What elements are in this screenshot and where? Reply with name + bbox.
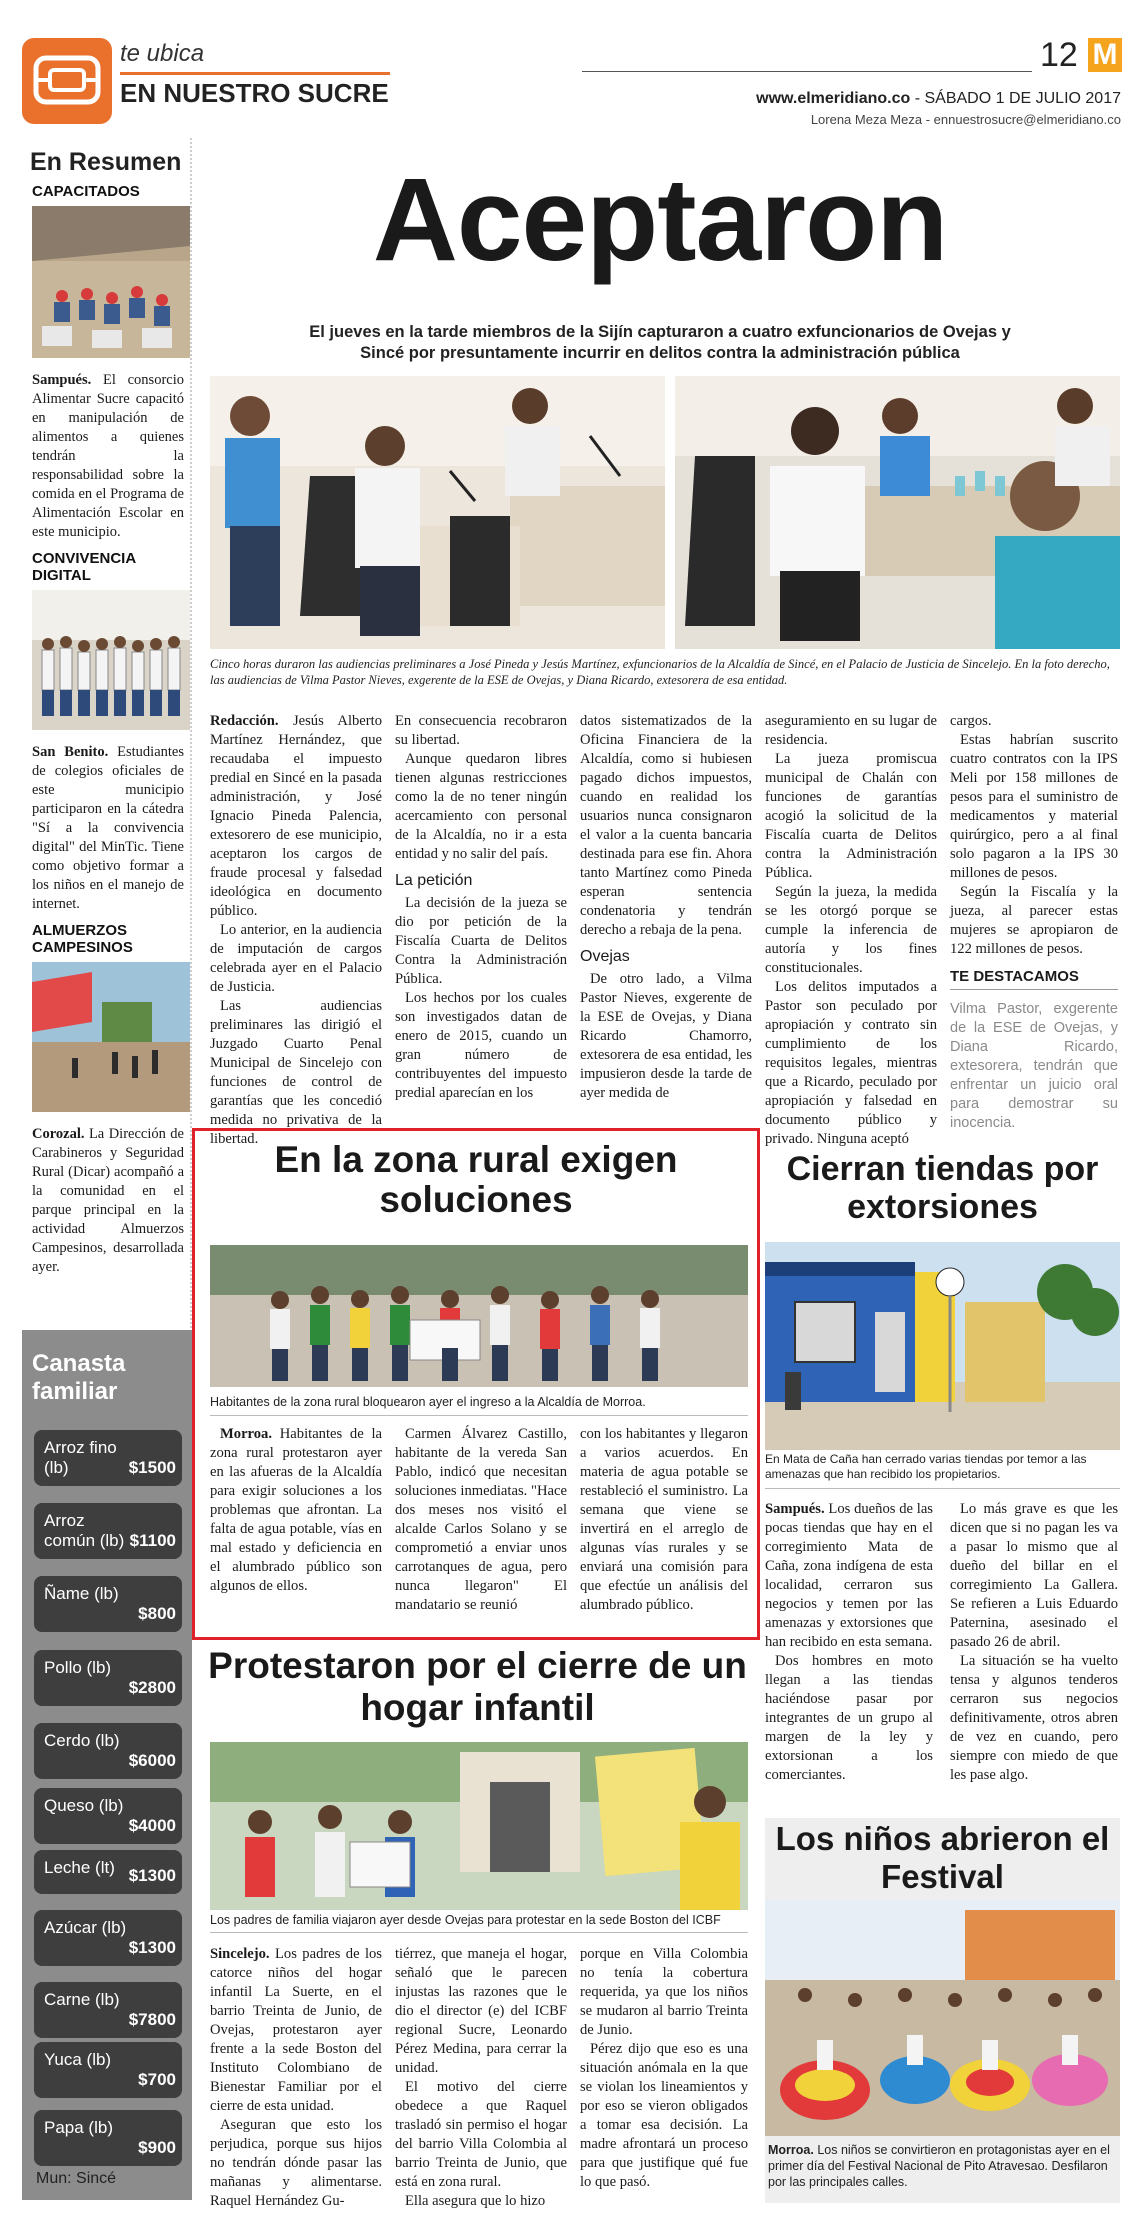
subheading: Ovejas xyxy=(580,948,630,965)
paragraph: De otro lado, a Vilma Pastor Nieves, exgerente de la ESE de Ovejas, y Diana Ricardo Chamorro, extesorera de esa entidad, les impusieron desde la tarde de ayer medida de xyxy=(580,971,752,1101)
hearing-photo-right xyxy=(675,376,1120,649)
price-item xyxy=(34,1982,182,2038)
product-price: $1300 xyxy=(128,1866,176,1885)
product-price: $2800 xyxy=(128,1678,176,1697)
paragraph-text: Jesús Alberto Martínez Hernández, que recaudaba el impuesto predial en Sincé en la pasada administración, y José Ignacio Pineda Palencia, extesorero de ese municipio, aceptaron los cargos de fraude procesal y falsedad ideológica en documento público. xyxy=(210,713,382,919)
festival-parade-photo xyxy=(765,1900,1120,2136)
product-price: $4000 xyxy=(128,1816,176,1835)
paragraph: Las audiencias preliminares las dirigió el Juzgado Cuarto Penal Municipal de Sincelejo con funciones de control de garantías que les concedió medida no privativa de la libertad. xyxy=(210,998,382,1147)
paragraph: En consecuencia recobraron su libertad. xyxy=(395,713,567,748)
rural-headline: En la zona rural exigen soluciones xyxy=(274,1139,678,1220)
product-name: Ñame (lb) xyxy=(44,1584,119,1603)
main-deck: El jueves en la tarde miembros de la Sijín capturaron a cuatro exfuncionarios de Ovejas y Sincé por presuntamente incurrir en delitos contra la administración pública xyxy=(309,323,1011,362)
paragraph: Aunque quedaron libres tienen algunas restricciones como la de no tener ningún acercamiento con personal de la Alcaldía, no ir a esta entidad y no salir del país. xyxy=(395,751,567,862)
header-rule xyxy=(582,71,1032,72)
paragraph: Los hechos por los cuales son investigados datan de enero de 2015, cuando un gran número de contribuyentes del impuesto predial aparecían en los xyxy=(395,990,567,1101)
product-name: Arroz fino (lb) xyxy=(44,1438,117,1477)
paragraph: El motivo del cierre obedece a que Raquel trasladó sin permiso el hogar del barrio Villa Colombia al barrio Treinta de Junio, que está en zona rural. xyxy=(395,2079,567,2190)
paragraph: Dos hombres en moto llegan a las tiendas haciéndose pasar por integrantes de un grupo al margen de la ley y extorsionan a los comerciantes. xyxy=(765,1653,933,1783)
paragraph: aseguramiento en su lugar de residencia. xyxy=(765,713,937,748)
en-resumen-sidebar xyxy=(22,138,192,1328)
price-item xyxy=(34,1503,182,1559)
price-item xyxy=(34,1723,182,1779)
daycare-photo-caption: Los padres de familia viajaron ayer desde Ovejas para protestar en la sede Boston del ICBF xyxy=(210,1913,748,1933)
article-column xyxy=(950,712,1118,959)
price-item xyxy=(34,2110,182,2166)
paragraph: Ella asegura que lo hizo xyxy=(405,2193,546,2209)
paragraph: Aseguran que esto los perjudica, porque sus hijos no tendrán dónde pasar las mañanas y alimentarse. Raquel Hernández Gu- xyxy=(210,2117,382,2209)
price-item xyxy=(34,1850,182,1894)
paragraph xyxy=(210,712,382,921)
brief-text xyxy=(32,743,184,914)
brief-place: Sampués. xyxy=(32,372,92,388)
article-column xyxy=(395,712,567,1103)
price-item xyxy=(34,1430,182,1486)
section-logo xyxy=(22,38,112,124)
price-item xyxy=(34,1910,182,1966)
canasta-familiar-box xyxy=(22,1330,192,2200)
article-column xyxy=(210,1425,382,1596)
section-title: EN NUESTRO SUCRE xyxy=(120,78,389,108)
paragraph: La decisión de la jueza se dio por petición de la Fiscalía Cuarta de Delitos Contra la Administración Pública. xyxy=(395,895,567,987)
paragraph: datos sistematizados de la Oficina Financiera de la Alcaldía, como si hubiesen pagado dichos impuestos, cuando en realidad los usuarios nunca consignaron el valor a la cuenta bancaria destinada para ese fin. Ahora tanto Martínez como Pineda esperan sentencia condenatoria y tendrán derecho a rebaja de la pena. xyxy=(580,713,752,938)
product-name: Pollo (lb) xyxy=(44,1658,112,1677)
park-photo xyxy=(32,962,190,1112)
paragraph xyxy=(210,1945,382,2116)
product-name: Azúcar (lb) xyxy=(44,1918,127,1937)
brief-text xyxy=(32,371,184,542)
dateline-lead: Morroa. xyxy=(220,1426,273,1442)
product-price: $900 xyxy=(138,2138,176,2157)
stores-headline: Cierran tiendas por extorsiones xyxy=(786,1150,1099,1226)
paragraph-text: Los padres de los catorce niños del hogar infantil La Suerte, en el barrio Treinta de Junio, de Ovejas, protestaron ayer frente a la sede Boston del Instituto Colombiano de Bienestar Familiar por el cierre de esta unidad. xyxy=(210,1946,382,2114)
paragraph: porque en Villa Colombia no tenía la cobertura requerida, ya que los niños se mudaron al barrio Treinta de Junio. xyxy=(580,1946,748,2038)
paragraph-text: Habitantes de la zona rural protestaron ayer en las afueras de la Alcaldía para exigir soluciones a los problemas que afrontan. La falta de agua potable, vías en mal estado y deficiencia en el alumbrado público son algunos de ellos. xyxy=(210,1426,382,1594)
brief-body: Estudiantes de colegios oficiales de este municipio participaron en la cátedra "Sí a la convivencia digital" del MinTic. Tiene como objetivo formar a los niños en el manejo de internet. xyxy=(32,744,184,912)
paragraph: La jueza promiscua municipal de Chalán con funciones de garantías acogió la solicitud de la Fiscalía cuarta de Delitos contra la Administración Pública. xyxy=(765,751,937,881)
highlight-text: Vilma Pastor, exgerente de la ESE de Ovejas, y Diana Ricardo, extesorera, tendrán que enfrentar un juicio oral para demostrar su inocencia. xyxy=(950,1001,1118,1131)
paragraph: Estas habrían suscrito cuatro contratos con la IPS Meli por 158 millones de pesos para el suministro de medicamentos y material quirúrgico, pero a al final solo pagaron a la IPS 30 millones de pesos. xyxy=(950,732,1118,881)
festival-caption xyxy=(768,2142,1118,2190)
paragraph: Según la Fiscalía y la jueza, al parecer estas mujeres se apropiaron de 122 millones de pesos. xyxy=(950,884,1118,957)
brief-place: San Benito. xyxy=(32,744,109,760)
main-headline: Aceptaron xyxy=(372,154,948,286)
closed-store-photo xyxy=(765,1242,1120,1450)
brief-heading: CONVIVENCIA DIGITAL xyxy=(32,550,136,584)
paragraph-text: Los dueños de las pocas tiendas que hay en el corregimiento Mata de Caña, zona indígena de esta localidad, cerraron sus negocios y temen por las amenazas y extorsiones que han recibido en esta semana. xyxy=(765,1501,933,1650)
article-column xyxy=(395,1425,567,1615)
product-price: $700 xyxy=(138,2070,176,2089)
brand-logo: M xyxy=(1088,38,1122,72)
product-price: $1100 xyxy=(129,1531,176,1550)
product-name: Carne (lb) xyxy=(44,1990,120,2009)
paragraph xyxy=(765,1500,933,1652)
product-name: Cerdo (lb) xyxy=(44,1731,120,1750)
municipality-label: Mun: Sincé xyxy=(36,2170,117,2187)
paragraph: Lo más grave es que les dicen que si no pagan les va a pasar lo mismo que al dueño del billar en el corregimiento La Gallera. Se refieren a Luis Eduardo Paternina, asesinado el pasado 26 de abril. xyxy=(950,1501,1118,1650)
section-rule xyxy=(120,72,390,75)
product-name: Arroz común (lb) xyxy=(44,1511,125,1550)
hearing-photo-left xyxy=(210,376,665,649)
protest-photo xyxy=(210,1245,748,1387)
brief-place: Corozal. xyxy=(32,1126,85,1142)
article-column xyxy=(765,712,937,1149)
sidebar-title: En Resumen xyxy=(30,148,182,176)
paragraph: tiérrez, que maneja el hogar, señaló que le parecen injustas las razones que le dio el director (e) del ICBF regional Sucre, Leonardo Pérez Medina, para cerrar la unidad. xyxy=(395,1946,567,2076)
article-column xyxy=(210,712,382,1149)
page-number: 12 xyxy=(1040,36,1078,74)
brief-body: El consorcio Alimentar Sucre capacitó en manipulación de alimentos a quienes tendrán la responsabilidad sobre la comida en el Programa de Alimentación Escolar en este municipio. xyxy=(32,372,184,540)
product-name: Yuca (lb) xyxy=(44,2050,112,2069)
product-price: $800 xyxy=(138,1604,176,1623)
dateline-lead: Morroa. xyxy=(768,2143,814,2157)
brief-text xyxy=(32,1125,184,1277)
brief-heading: ALMUERZOS CAMPESINOS xyxy=(32,922,133,956)
product-price: $1500 xyxy=(128,1458,176,1477)
parents-protest-photo xyxy=(210,1742,748,1910)
paragraph: Pérez dijo que eso es una situación anómala en la que se violan los lineamientos y por eso se vieron obligados a tomar esa decisión. La madre afrontará un proceso para que justifique qué fue lo que pasó. xyxy=(580,2041,748,2190)
article-column xyxy=(765,1500,933,1785)
subheading: La petición xyxy=(395,872,473,889)
issue-date: - SÁBADO 1 DE JULIO 2017 xyxy=(910,90,1121,107)
article-column xyxy=(950,1500,1118,1785)
brief-body: La Dirección de Carabineros y Seguridad Rural (Dicar) acompañó a la comunidad en el parque principal en la actividad Almuerzos Campesinos, desarrollada ayer. xyxy=(32,1126,184,1275)
article-column xyxy=(580,1945,748,2192)
main-photo-caption: Cinco horas duraron las audiencias preliminares a José Pineda y Jesús Martínez, exfuncionarios de la Alcaldía de Sincé, en el Palacio de Justicia de Sincelejo. En la foto derecho, las audiencias de Vilma Pastor Nieves, exgerente de la ESE de Ovejas, y Diana Ricardo, extesorera de esa entidad. xyxy=(210,657,1110,687)
paragraph: La situación se ha vuelto tensa y algunos tenderos cerraron sus negocios definitivamente, otros abren de vez en cuando, pero siempre con miedo de que les pase algo. xyxy=(950,1653,1118,1783)
map-pin-icon xyxy=(32,50,102,112)
canasta-title: Canasta familiar xyxy=(32,1350,126,1405)
students-photo xyxy=(32,590,190,730)
product-price: $6000 xyxy=(128,1751,176,1770)
byline: Lorena Meza Meza - ennuestrosucre@elmeridiano.co xyxy=(810,112,1121,127)
price-item xyxy=(34,1788,182,1844)
dateline xyxy=(756,90,1121,108)
paragraph: Según la jueza, la medida se les otorgó porque se cumple la inferencia de autoría y los fines constitucionales. xyxy=(765,884,937,976)
website-link[interactable]: www.elmeridiano.co xyxy=(756,90,911,107)
dateline-lead: Redacción. xyxy=(210,713,279,729)
article-column xyxy=(210,1945,382,2211)
article-column xyxy=(580,1425,748,1615)
price-item xyxy=(34,2042,182,2098)
product-price: $7800 xyxy=(128,2010,176,2029)
rural-photo-caption: Habitantes de la zona rural bloquearon ayer el ingreso a la Alcaldía de Morroa. xyxy=(210,1395,748,1416)
article-column xyxy=(580,712,752,1103)
product-name: Papa (lb) xyxy=(44,2118,113,2137)
dateline-lead: Sincelejo. xyxy=(210,1946,270,1962)
price-item xyxy=(34,1650,182,1706)
dateline-lead: Sampués. xyxy=(765,1501,825,1517)
caption-text: Los niños se convirtieron en protagonistas ayer en el primer día del Festival Nacional de Pito Atravesao. Desfilaron por las principales calles. xyxy=(768,2143,1110,2189)
paragraph: Los delitos imputados a Pastor son peculado por apropiación y contrato sin cumplimiento de los requisitos legales, mientras que a Ricardo, peculado por apropiación y falsedad en documento público y privado. Ninguna aceptó xyxy=(765,979,937,1147)
training-photo xyxy=(32,206,190,358)
brief-heading: CAPACITADOS xyxy=(32,183,140,200)
price-item xyxy=(34,1576,182,1632)
paragraph: con los habitantes y llegaron a varios acuerdos. En materia de agua potable se restableció el suministro. La semana que viene se invertirá en el arreglo de algunas vías rurales y se enviará una comisión para que efectúe un análisis del alumbrado público. xyxy=(580,1426,748,1613)
highlight-heading: TE DESTACAMOS xyxy=(950,968,1118,990)
section-kicker: te ubica xyxy=(120,40,205,67)
daycare-headline: Protestaron por el cierre de un hogar infantil xyxy=(208,1645,747,1728)
product-name: Leche (lt) xyxy=(44,1858,115,1877)
stores-photo-caption: En Mata de Caña han cerrado varias tiendas por temor a las amenazas que han recibido los propietarios. xyxy=(765,1452,1120,1489)
product-price: $1300 xyxy=(128,1938,176,1957)
paragraph: Lo anterior, en la audiencia de imputación de cargos celebrada ayer en el Palacio de Justicia. xyxy=(210,922,382,995)
paragraph xyxy=(210,1425,382,1596)
paragraph: Carmen Álvarez Castillo, habitante de la vereda San Pablo, indicó que necesitan soluciones inmediatas. "Hace dos meses nos visitó el alcalde Carlos Solano y se comprometió a enviar unos carrotanques de agua, pero nunca llegaron" El mandatario se reunió xyxy=(395,1426,567,1613)
festival-headline: Los niños abrieron el Festival xyxy=(775,1820,1110,1895)
product-name: Queso (lb) xyxy=(44,1796,124,1815)
paragraph: cargos. xyxy=(950,713,992,729)
article-column xyxy=(395,1945,567,2211)
